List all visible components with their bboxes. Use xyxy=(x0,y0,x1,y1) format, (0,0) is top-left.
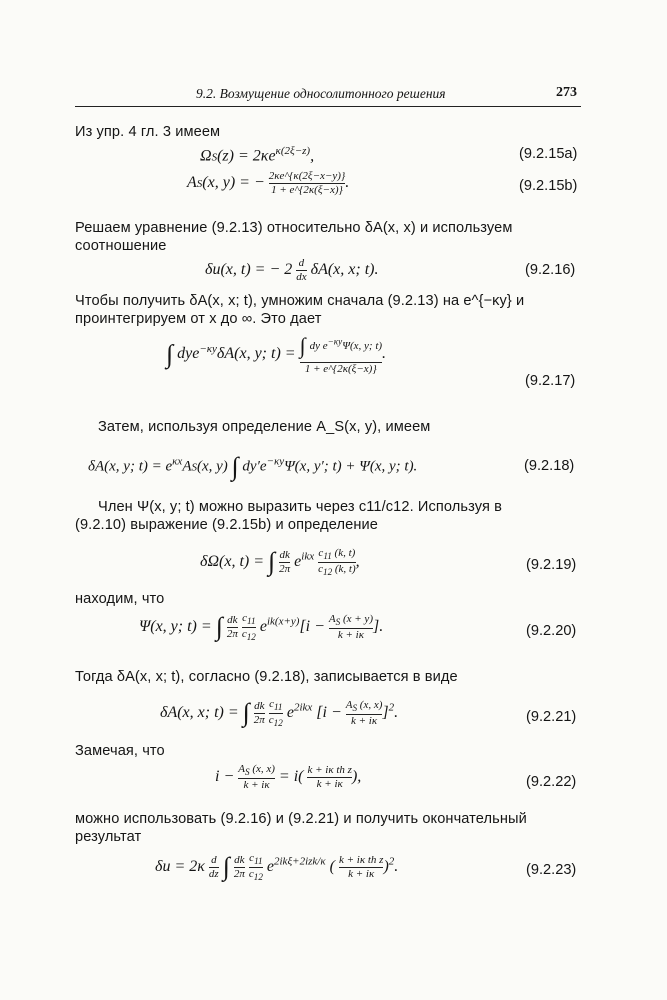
equation-label-9-2-17: (9.2.17) xyxy=(525,373,576,389)
paragraph-final-line2: результат xyxy=(75,829,142,845)
equation-label-9-2-18: (9.2.18) xyxy=(524,458,575,474)
equation-label-9-2-23: (9.2.23) xyxy=(526,862,577,878)
paragraph-final-line1: можно использовать (9.2.16) и (9.2.21) и получить окончательный xyxy=(75,811,527,827)
paragraph-then: Затем, используя определение A_S(x, y), имеем xyxy=(98,419,431,435)
equation-label-9-2-19: (9.2.19) xyxy=(526,557,577,573)
fraction-9-2-15b: $\frac{2\kappa e\^{}\{\kappa(2\xi-x-y)\}}{1 + e\^{}\{2\kappa(\xi-x)\}}$ xyxy=(268,170,346,196)
equation-label-9-2-21: (9.2.21) xyxy=(526,709,577,725)
paragraph-noting: Замечая, что xyxy=(75,743,165,759)
paragraph-find: находим, что xyxy=(75,591,165,607)
paragraph-intro: Из упр. 4 гл. 3 имеем xyxy=(75,124,221,140)
equation-label-9-2-16: (9.2.16) xyxy=(525,262,576,278)
running-header-title: 9.2. Возмущение односолитонного решения xyxy=(196,86,446,101)
equation-label-9-2-20: (9.2.20) xyxy=(526,623,577,639)
equation-9-2-22: i − $\frac{A_S (x, x)}{k + i\kappa}$ = i( $\frac{\text{k + iκ th z}}{k + i\kappa}$ ), xyxy=(215,763,362,791)
equation-9-2-23: δu = 2κ $\frac{d}{dz}$ ∫ $\frac{dk}{2\pi}$ $\frac{c_{11}}{c_{12}}$ $e^{2ik\xi+2izk/\kappa}$ ( $\frac{\text{k + iκ th z}}{k + i\kappa}$ )$^2$. xyxy=(155,852,399,882)
paragraph-term-line2: (9.2.10) выражение (9.2.15b) и определение xyxy=(75,517,378,533)
header-rule xyxy=(75,106,581,107)
equation-label-9-2-15b: (9.2.15b) xyxy=(519,178,578,194)
paragraph-term-line1: Член Ψ(x, y; t) можно выразить через c11/c12. Используя в xyxy=(98,499,502,515)
equation-9-2-19: δΩ(x, t) = ∫ $\frac{dk}{2\pi}$ $e^{ikx}$ $\frac{c_{11} (k, t)}{c_{12} (k, t)}$ , xyxy=(200,547,360,577)
equation-9-2-15b: AS(x, y) = − $\frac{2\kappa e\^{}\{\kappa(2\xi-x-y)\}}{1 + e\^{}\{2\kappa(\xi-x)\}}$ . xyxy=(187,170,350,196)
paragraph-solve-line2: соотношение xyxy=(75,238,167,254)
page-number: 273 xyxy=(556,85,577,100)
equation-label-9-2-22: (9.2.22) xyxy=(526,774,577,790)
equation-label-9-2-15a: (9.2.15a) xyxy=(519,146,578,162)
integral-sign: ∫ xyxy=(166,339,174,369)
paragraph-multiply-line1: Чтобы получить δA(x, x; t), умножим сначала (9.2.13) на e^{−κy} и xyxy=(75,293,525,309)
equation-9-2-21: δA(x, x; t) = ∫ $\frac{dk}{2\pi}$ $\frac{c_{11}}{c_{12}}$ $e^{2ikx}$ [i − $\frac{A_S (x, x)}{k + i\kappa}$ ]$^2$. xyxy=(160,698,399,728)
equation-9-2-20: Ψ(x, y; t) = ∫ $\frac{dk}{2\pi}$ $\frac{c_{11}}{c_{12}}$ $e^{ik(x+y)}[i$ − $\frac{A_S (x + y)}{k + i\kappa}$ ]. xyxy=(139,612,384,642)
equation-9-2-18: δA(x, y; $t) = e^{\kappa x}AS(x$, y) ∫ $dy'e^{-\kappa y}\Psi(x$, y′; t) + Ψ(x, y; t). xyxy=(88,452,418,481)
equation-9-2-15a: $\Omega S(z) = 2\kappa e^{\kappa(2\xi-z)}$, xyxy=(200,145,315,165)
equation-9-2-16: δu(x, t) = − 2 $\frac{d}{dx}$ δA(x, x; t). xyxy=(205,257,379,283)
paragraph-solve-line1: Решаем уравнение (9.2.13) относительно δA(x, x) и используем xyxy=(75,220,513,236)
paragraph-then-written: Тогда δA(x, x; t), согласно (9.2.18), записывается в виде xyxy=(75,669,458,685)
paragraph-multiply-line2: проинтегрируем от x до ∞. Это дает xyxy=(75,311,322,327)
equation-9-2-17: ∫ dye$^{-\kappa y}$δA(x, y; t) = $\frac{\int dy e^{-\kappa y}\Psi(x, y; t)}{1 + e\^{}\{2\kappa(\xi-x)\}}$ . xyxy=(166,333,387,376)
